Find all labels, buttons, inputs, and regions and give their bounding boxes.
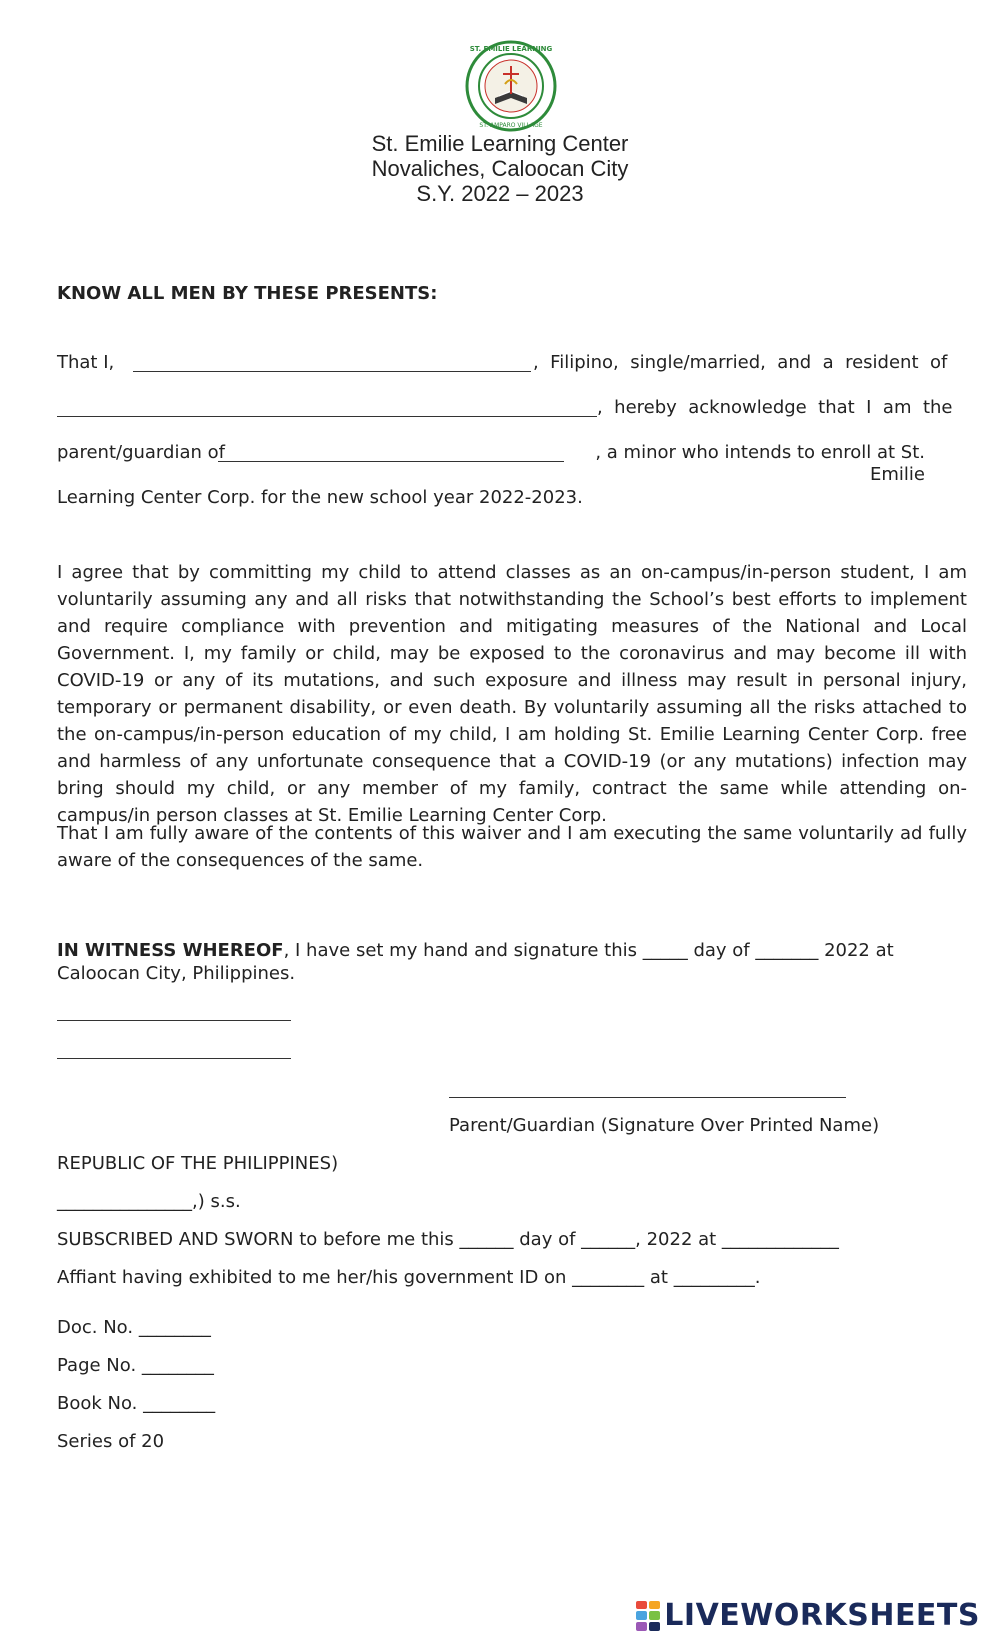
liveworksheets-logo-icon bbox=[636, 1601, 660, 1631]
intro-line3-end: , a minor who intends to enroll at St. Emilie bbox=[595, 442, 925, 485]
school-year: S.Y. 2022 – 2023 bbox=[416, 181, 584, 206]
liveworksheets-watermark bbox=[636, 1598, 980, 1633]
school-logo bbox=[465, 40, 557, 132]
witness-signature-line-2[interactable] bbox=[57, 1058, 291, 1059]
witness-line bbox=[57, 940, 894, 962]
svg-text:ST. EMILIE LEARNING: ST. EMILIE LEARNING bbox=[469, 45, 553, 53]
intro-line2-end: , hereby acknowledge that I am the bbox=[597, 397, 953, 418]
notary-subscribed: SUBSCRIBED AND SWORN to before me this ______ day of ______, 2022 at _____________ bbox=[57, 1229, 839, 1250]
intro-line3-start: parent/guardian of bbox=[57, 442, 225, 463]
notary-affiant: Affiant having exhibited to me her/his government ID on ________ at _________. bbox=[57, 1267, 761, 1288]
residence-blank[interactable] bbox=[57, 416, 597, 417]
book-number: Book No. ________ bbox=[57, 1393, 216, 1414]
intro-line4: Learning Center Corp. for the new school year 2022-2023. bbox=[57, 487, 583, 508]
awareness-paragraph: That I am fully aware of the contents of this waiver and I am executing the same voluntarily ad fully aware of the consequences of the same. bbox=[57, 823, 967, 871]
page-number: Page No. ________ bbox=[57, 1355, 214, 1376]
name-blank[interactable] bbox=[133, 371, 531, 372]
document-heading: KNOW ALL MEN BY THESE PRESENTS: bbox=[57, 283, 438, 304]
watermark-text: LIVEWORKSHEETS bbox=[664, 1598, 980, 1633]
witness-signature-line-1[interactable] bbox=[57, 1020, 291, 1021]
minor-name-blank[interactable] bbox=[218, 461, 564, 462]
notary-republic: REPUBLIC OF THE PHILIPPINES) bbox=[57, 1153, 339, 1174]
svg-text:ST. AMPARO VILLAGE: ST. AMPARO VILLAGE bbox=[479, 122, 543, 129]
school-location: Novaliches, Caloocan City bbox=[371, 156, 629, 181]
signature-label: Parent/Guardian (Signature Over Printed Name) bbox=[449, 1115, 880, 1136]
notary-ss: _______________,) s.s. bbox=[57, 1191, 241, 1212]
witness-bold: IN WITNESS WHEREOF bbox=[57, 940, 284, 961]
parent-signature-line[interactable] bbox=[449, 1097, 846, 1098]
risk-paragraph: I agree that by committing my child to attend classes as an on-campus/in-person student, I am voluntarily assuming any and all risks that notwithstanding the School’s best efforts to implement and require compliance with prevention and mitigating measures of the National and Local Government. I, my family or child, may be exposed to the coronavirus and may become ill with COVID-19 or any of its mutations, and such exposure and illness may result in personal injury, temporary or permanent disability, or even death. By voluntarily assuming all the risks attached to the on-campus/in-person education of my child, I am holding St. Emilie Learning Center Corp. free and harmless of any unfortunate consequence that a COVID-19 (or any mutations) infection may bring should my child, or any member of my family, contract the same while attending on-campus/in person classes at St. Emilie Learning Center Corp. bbox=[57, 562, 967, 826]
intro-line1-start: That I, bbox=[57, 352, 115, 373]
series-label: Series of 20 bbox=[57, 1431, 165, 1452]
doc-number: Doc. No. ________ bbox=[57, 1317, 211, 1338]
intro-line1-end: , Filipino, single/married, and a resident of bbox=[533, 352, 948, 373]
witness-location: Caloocan City, Philippines. bbox=[57, 963, 296, 984]
school-name: St. Emilie Learning Center bbox=[371, 131, 629, 156]
witness-text: , I have set my hand and signature this _____ day of _______ 2022 at bbox=[283, 940, 894, 961]
